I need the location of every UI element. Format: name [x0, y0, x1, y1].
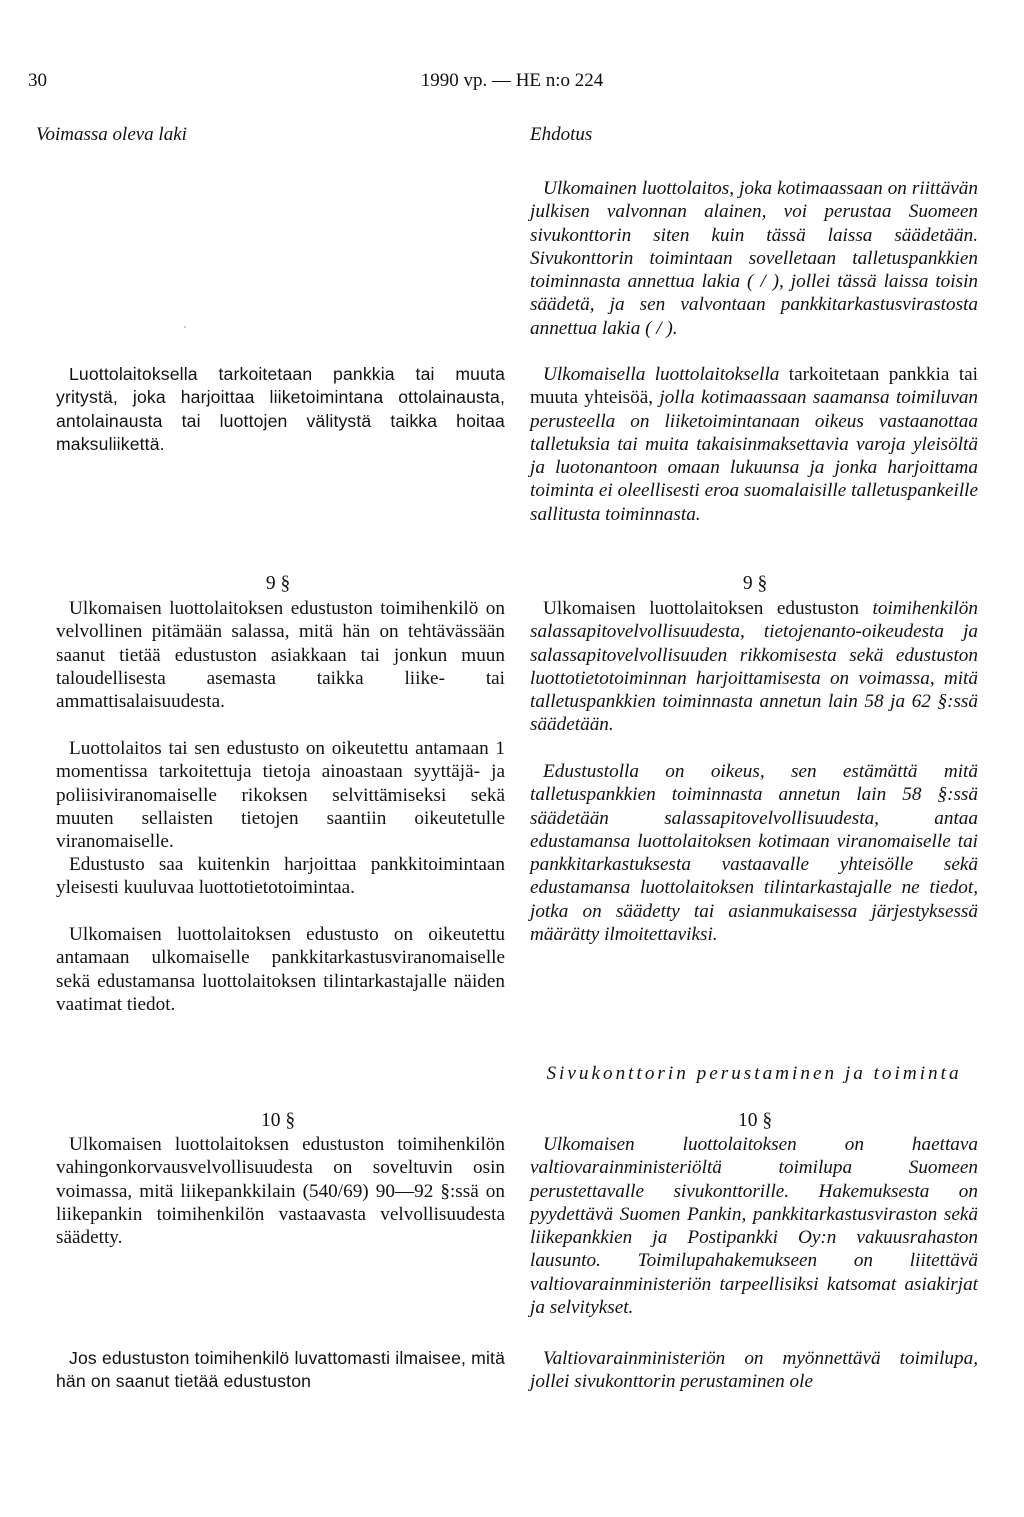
- right-section-10-paragraph-1: Ulkomaisen luottolaitoksen on haettava valtiovarainministeriöltä toimilupa Suomeen perustettavalle sivukonttorille. Hakemuksesta on pyydettävä Suomen Pankin, pankkitarkastusviraston sekä liikepankkien ja Postipankki Oy:n vakuusrahaston lausunto. Toimilupahakemukseen on liitettävä valtiovarainministeriön tarpeellisiksi katsomat asiakirjat ja selvitykset.: [530, 1134, 978, 1319]
- left-section-9-paragraph-3: Edustusto saa kuitenkin harjoittaa pankkitoimintaan yleisesti kuuluvaa luottotietotoimintaa.: [56, 854, 505, 899]
- right-column-heading: Ehdotus: [530, 124, 593, 145]
- right-definition-lead: Ulkomaisella luottolaitoksella: [543, 364, 780, 385]
- document-header-title: 1990 vp. — HE n:o 224: [420, 70, 604, 91]
- right-section-9-paragraph-1: [530, 597, 978, 737]
- left-section-10-paragraph-2: Jos edustuston toimihenkilö luvattomasti ilmaisee, mitä hän on saanut tietää edustuston: [56, 1348, 505, 1392]
- left-column-heading: Voimassa oleva laki: [36, 124, 187, 145]
- right-chapter-heading: Sivukonttorin perustaminen ja toiminta: [546, 1063, 962, 1084]
- right-section-10-paragraph-2: Valtiovarainministeriön on myönnettävä toimilupa, jollei sivukonttorin perustaminen ole: [530, 1348, 978, 1393]
- right-section-9-p1-italic: toimihenkilön salassapitovelvollisuudesta, tietojenanto-oikeudesta ja salassapitovelvollisuuden rikkomisesta sekä edustuston luottotietotoiminnan harjoittamisesta on voimassa, mitä talletuspankkien toiminnasta annetun lain 58 ja 62 §:ssä säädetään.: [530, 598, 978, 736]
- left-section-9-paragraph-4: Ulkomaisen luottolaitoksen edustusto on oikeutettu antamaan ulkomaiselle pankkitarkastusviranomaiselle sekä edustamansa luottolaitoksen tilintarkastajalle näiden vaatimat tiedot.: [56, 924, 505, 1015]
- right-intro-paragraph: Ulkomainen luottolaitos, joka kotimaassaan on riittävän julkisen valvonnan alainen, voi perustaa Suomeen sivukonttorin siten kuin tässä laissa säädetään. Sivukonttorin toimintaan sovelletaan talletuspankkien toiminnasta annettua lakia ( / ), jollei tässä laissa toisin säädetä, ja sen valvontaan pankkitarkastusvirastosta annettua lakia ( / ).: [530, 178, 978, 339]
- right-section-9-title: 9 §: [742, 573, 768, 594]
- left-definition-paragraph: Luottolaitoksella tarkoitetaan pankkia tai muuta yritystä, joka harjoittaa liiketoimintana ottolainausta, antolainausta tai luottojen välitystä taikka hoitaa maksuliikettä.: [56, 364, 505, 454]
- right-section-10-title: 10 §: [737, 1110, 773, 1131]
- right-definition-mid: tarkoitetaan pankkia tai muuta yhteisöä,: [530, 364, 978, 409]
- right-definition-paragraph: [530, 363, 978, 526]
- left-section-9-paragraph-1: Ulkomaisen luottolaitoksen edustuston toimihenkilö on velvollinen pitämään salassa, mitä hän on tehtävässään saanut tietää edustuston asiakkaan tai jonkun muun taloudellisesta asemasta taikka liike- tai ammattisalaisuudesta.: [56, 598, 505, 713]
- right-section-9-p1-roman: Ulkomaisen luottolaitoksen edustuston: [543, 598, 859, 619]
- right-section-9-paragraph-2: Edustustolla on oikeus, sen estämättä mitä talletuspankkien toiminnasta annetun lain 58 §:ssä säädetään salassapitovelvollisuudesta, antaa edustamansa luottolaitoksen kotimaan viranomaiselle tai pankkitarkastuksesta vastaavalle yhteisölle sekä edustamansa luottolaitoksen tilintarkastajalle ne tiedot, jotka on säädetty tai asianmukaisessa järjestyksessä määrätty ilmoitettaviksi.: [530, 761, 978, 946]
- separator-dot: [184, 326, 186, 328]
- left-section-10-title: 10 §: [260, 1110, 296, 1131]
- left-section-10-paragraph-1: Ulkomaisen luottolaitoksen edustuston toimihenkilön vahingonkorvausvelvollisuudesta on soveltuvin osin voimassa, mitä liikepankkilain (540/69) 90—92 §:ssä on liikepankin toimihenkilön vastaavasta velvollisuudesta säädetty.: [56, 1134, 505, 1249]
- right-definition-tail: jolla kotimaassaan saamansa toimiluvan perusteella on liiketoimintanaan oikeus vastaanottaa talletuksia tai muita takaisinmaksettavia varoja yleisöltä ja luotonantoon omaan lukuunsa ja jonka harjoittama toiminta ei oleellisesti eroa suomalaisille talletuspankeille sallitusta toiminnasta.: [530, 387, 979, 525]
- left-section-9-title: 9 §: [265, 573, 291, 594]
- left-section-9-paragraph-2: Luottolaitos tai sen edustusto on oikeutettu antamaan 1 momentissa tarkoitettuja tietoja ainoastaan syyttäjä- ja poliisiviranomaiselle rikoksen selvittämiseksi sekä muuten sellaisten tietojen saantiin oikeutetulle viranomaiselle.: [56, 738, 505, 853]
- page-number: 30: [28, 70, 47, 91]
